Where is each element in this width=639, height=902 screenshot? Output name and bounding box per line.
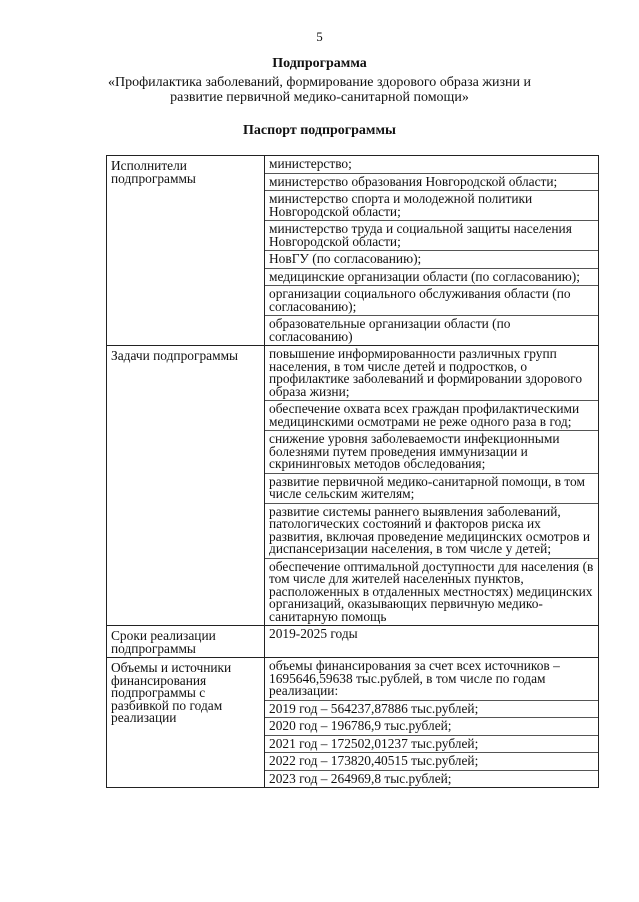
list-item: 2022 год – 173820,40515 тыс.рублей; <box>265 753 598 771</box>
table-row-terms <box>107 626 599 658</box>
list-item: образовательные организации области (по согласованию) <box>269 316 511 344</box>
subprogram-name-line-1: «Профилактика заболеваний, формирование здорового образа жизни и <box>107 75 531 90</box>
row-label: Задачи подпрограммы <box>107 346 265 626</box>
row-value <box>265 346 599 626</box>
table-row-executors <box>107 156 599 346</box>
row-value <box>265 626 599 658</box>
page-number: 5 <box>316 29 323 44</box>
list-item: развитие первичной медико-санитарной помощи, в том числе сельским жителям; <box>265 474 598 504</box>
subprogram-name <box>60 75 579 105</box>
row-label: Сроки реализации подпрограммы <box>107 626 265 658</box>
list-item: 2023 год – 264969,8 тыс.рублей; <box>269 770 452 786</box>
passport-title: Паспорт подпрограммы <box>243 123 396 138</box>
row-label: Исполнители подпрограммы <box>107 156 265 346</box>
list-item: объемы финансирования за счет всех источников – 1695646,59638 тыс.рублей, в том числе по годам реализации: <box>265 658 598 701</box>
row-value <box>265 658 599 788</box>
list-item: развитие системы раннего выявления заболеваний, патологических состояний и факторов риска их развития, включая проведение медицинских осмотров и диспансеризации населения, в том числе у детей; <box>265 504 598 559</box>
row-value <box>265 156 599 346</box>
list-item: министерство; <box>265 156 598 174</box>
list-item: медицинские организации области (по согласованию); <box>265 269 598 287</box>
subprogram-name-line-2: развитие первичной медико-санитарной помощи» <box>170 90 469 105</box>
list-item: 2020 год – 196786,9 тыс.рублей; <box>265 718 598 736</box>
list-item: обеспечение оптимальной доступности для населения (в том числе для жителей населенных пунктов, расположенных в отдаленных местностях) медицинских организаций, оказывающих первичную медико-санитарную помощь <box>269 558 594 624</box>
list-item: НовГУ (по согласованию); <box>265 251 598 269</box>
list-item: министерство спорта и молодежной политики Новгородской области; <box>265 191 598 221</box>
list-item: повышение информированности различных групп населения, в том числе детей и подростков, о профилактике заболеваний и формировании здорового образа жизни; <box>265 346 598 401</box>
table-row-tasks <box>107 346 599 626</box>
subprogram-title: Подпрограмма <box>272 56 367 71</box>
list-item: организации социального обслуживания области (по согласованию); <box>265 286 598 316</box>
list-item: снижение уровня заболеваемости инфекционными болезнями путем проведения иммунизации и скрининговых методов обследования; <box>265 431 598 474</box>
list-item: обеспечение охвата всех граждан профилактическими медицинскими осмотрами не реже одного раза в год; <box>265 401 598 431</box>
list-item: 2019-2025 годы <box>269 626 358 641</box>
passport-table <box>106 155 599 788</box>
list-item: 2019 год – 564237,87886 тыс.рублей; <box>265 701 598 719</box>
row-label: Объемы и источники финансирования подпрограммы с разбивкой по годам реализации <box>107 658 265 788</box>
list-item: 2021 год – 172502,01237 тыс.рублей; <box>265 736 598 754</box>
table-row-funding <box>107 658 599 788</box>
list-item: министерство труда и социальной защиты населения Новгородской области; <box>265 221 598 251</box>
list-item: министерство образования Новгородской области; <box>265 174 598 192</box>
